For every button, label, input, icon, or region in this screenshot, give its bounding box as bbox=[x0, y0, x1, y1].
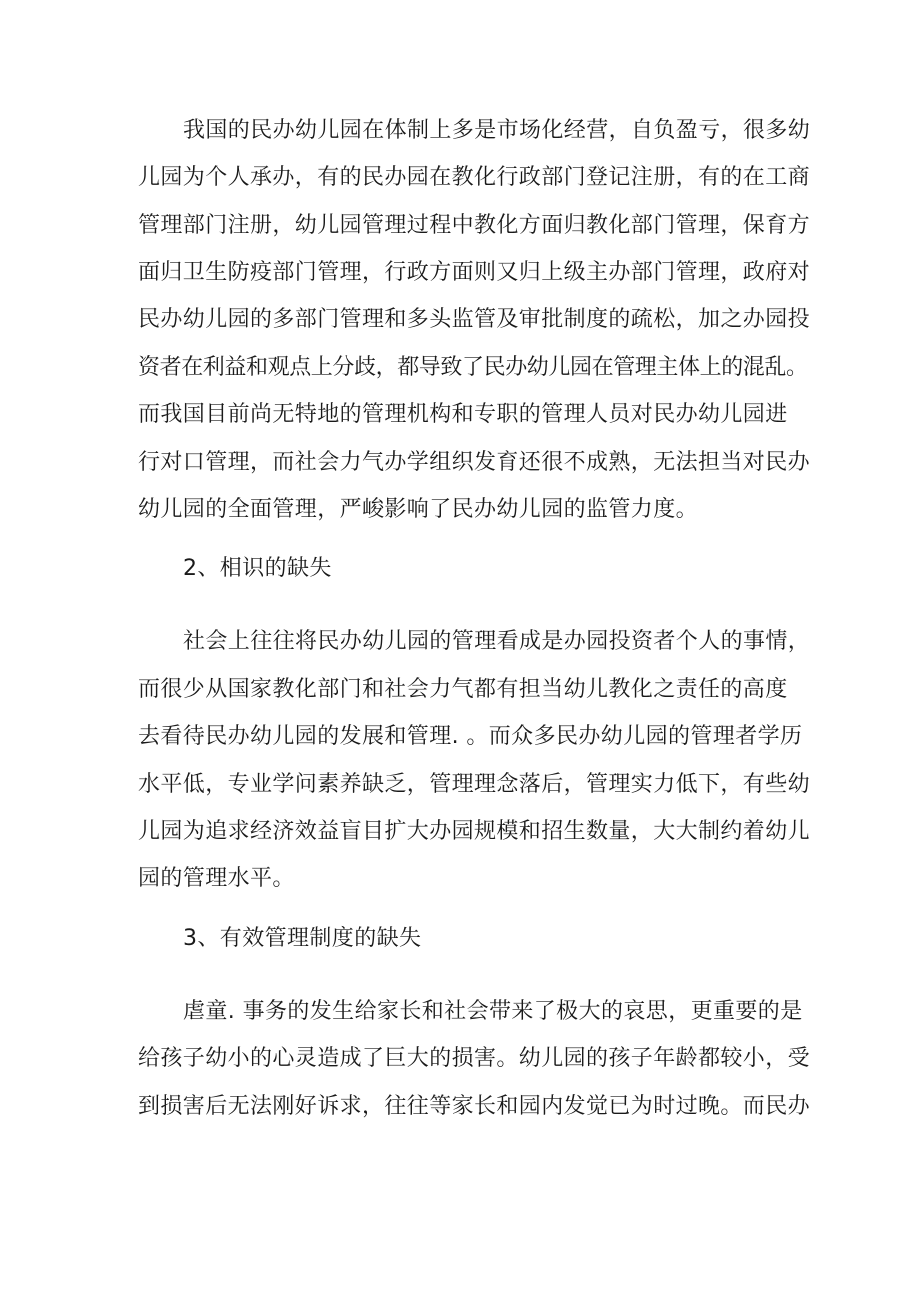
text-line: 管理部门注册，幼儿园管理过程中教化方面归教化部门管理，保育方 bbox=[138, 213, 811, 238]
text-line: 资者在利益和观点上分歧，都导致了民办幼儿园在管理主体上的混乱。 bbox=[138, 355, 808, 380]
text-line: 水平低，专业学问素养缺乏，管理理念落后，管理实力低下，有些幼 bbox=[138, 772, 811, 797]
text-line: 去看待民办幼儿园的发展和管理. 。而众多民办幼儿园的管理者学历 bbox=[138, 724, 803, 749]
section-heading: 2、相识的缺失 bbox=[183, 556, 332, 581]
text-line: 儿园为个人承办，有的民办园在教化行政部门登记注册，有的在工商 bbox=[138, 165, 811, 190]
text-line: 民办幼儿园的多部门管理和多头监管及审批制度的疏松，加之办园投 bbox=[138, 307, 811, 332]
text-line: 园的管理水平。 bbox=[138, 866, 295, 891]
text-line: 幼儿园的全面管理，严峻影响了民办幼儿园的监管力度。 bbox=[138, 497, 699, 522]
text-line: 虐童. 事务的发生给家长和社会带来了极大的哀思，更重要的是 bbox=[183, 999, 803, 1024]
text-line: 行对口管理，而社会力气办学组织发育还很不成熟，无法担当对民办 bbox=[138, 450, 811, 475]
text-line: 到损害后无法刚好诉求，往往等家长和园内发觉已为时过晚。而民办 bbox=[138, 1094, 811, 1119]
text-line: 而很少从国家教化部门和社会力气都有担当幼儿教化之责任的高度 bbox=[138, 677, 788, 702]
text-line: 儿园为追求经济效益盲目扩大办园规模和招生数量，大大制约着幼儿 bbox=[138, 819, 811, 844]
text-line: 社会上往往将民办幼儿园的管理看成是办园投资者个人的事情， bbox=[183, 629, 811, 654]
text-line: 给孩子幼小的心灵造成了巨大的损害。幼儿园的孩子年龄都较小，受 bbox=[138, 1046, 811, 1071]
section-heading: 3、有效管理制度的缺失 bbox=[183, 926, 422, 951]
text-line: 面归卫生防疫部门管理，行政方面则又归上级主办部门管理，政府对 bbox=[138, 260, 811, 285]
text-line: 而我国目前尚无特地的管理机构和专职的管理人员对民办幼儿园进 bbox=[138, 402, 788, 427]
text-line: 我国的民办幼儿园在体制上多是市场化经营，自负盈亏，很多幼 bbox=[183, 118, 811, 143]
